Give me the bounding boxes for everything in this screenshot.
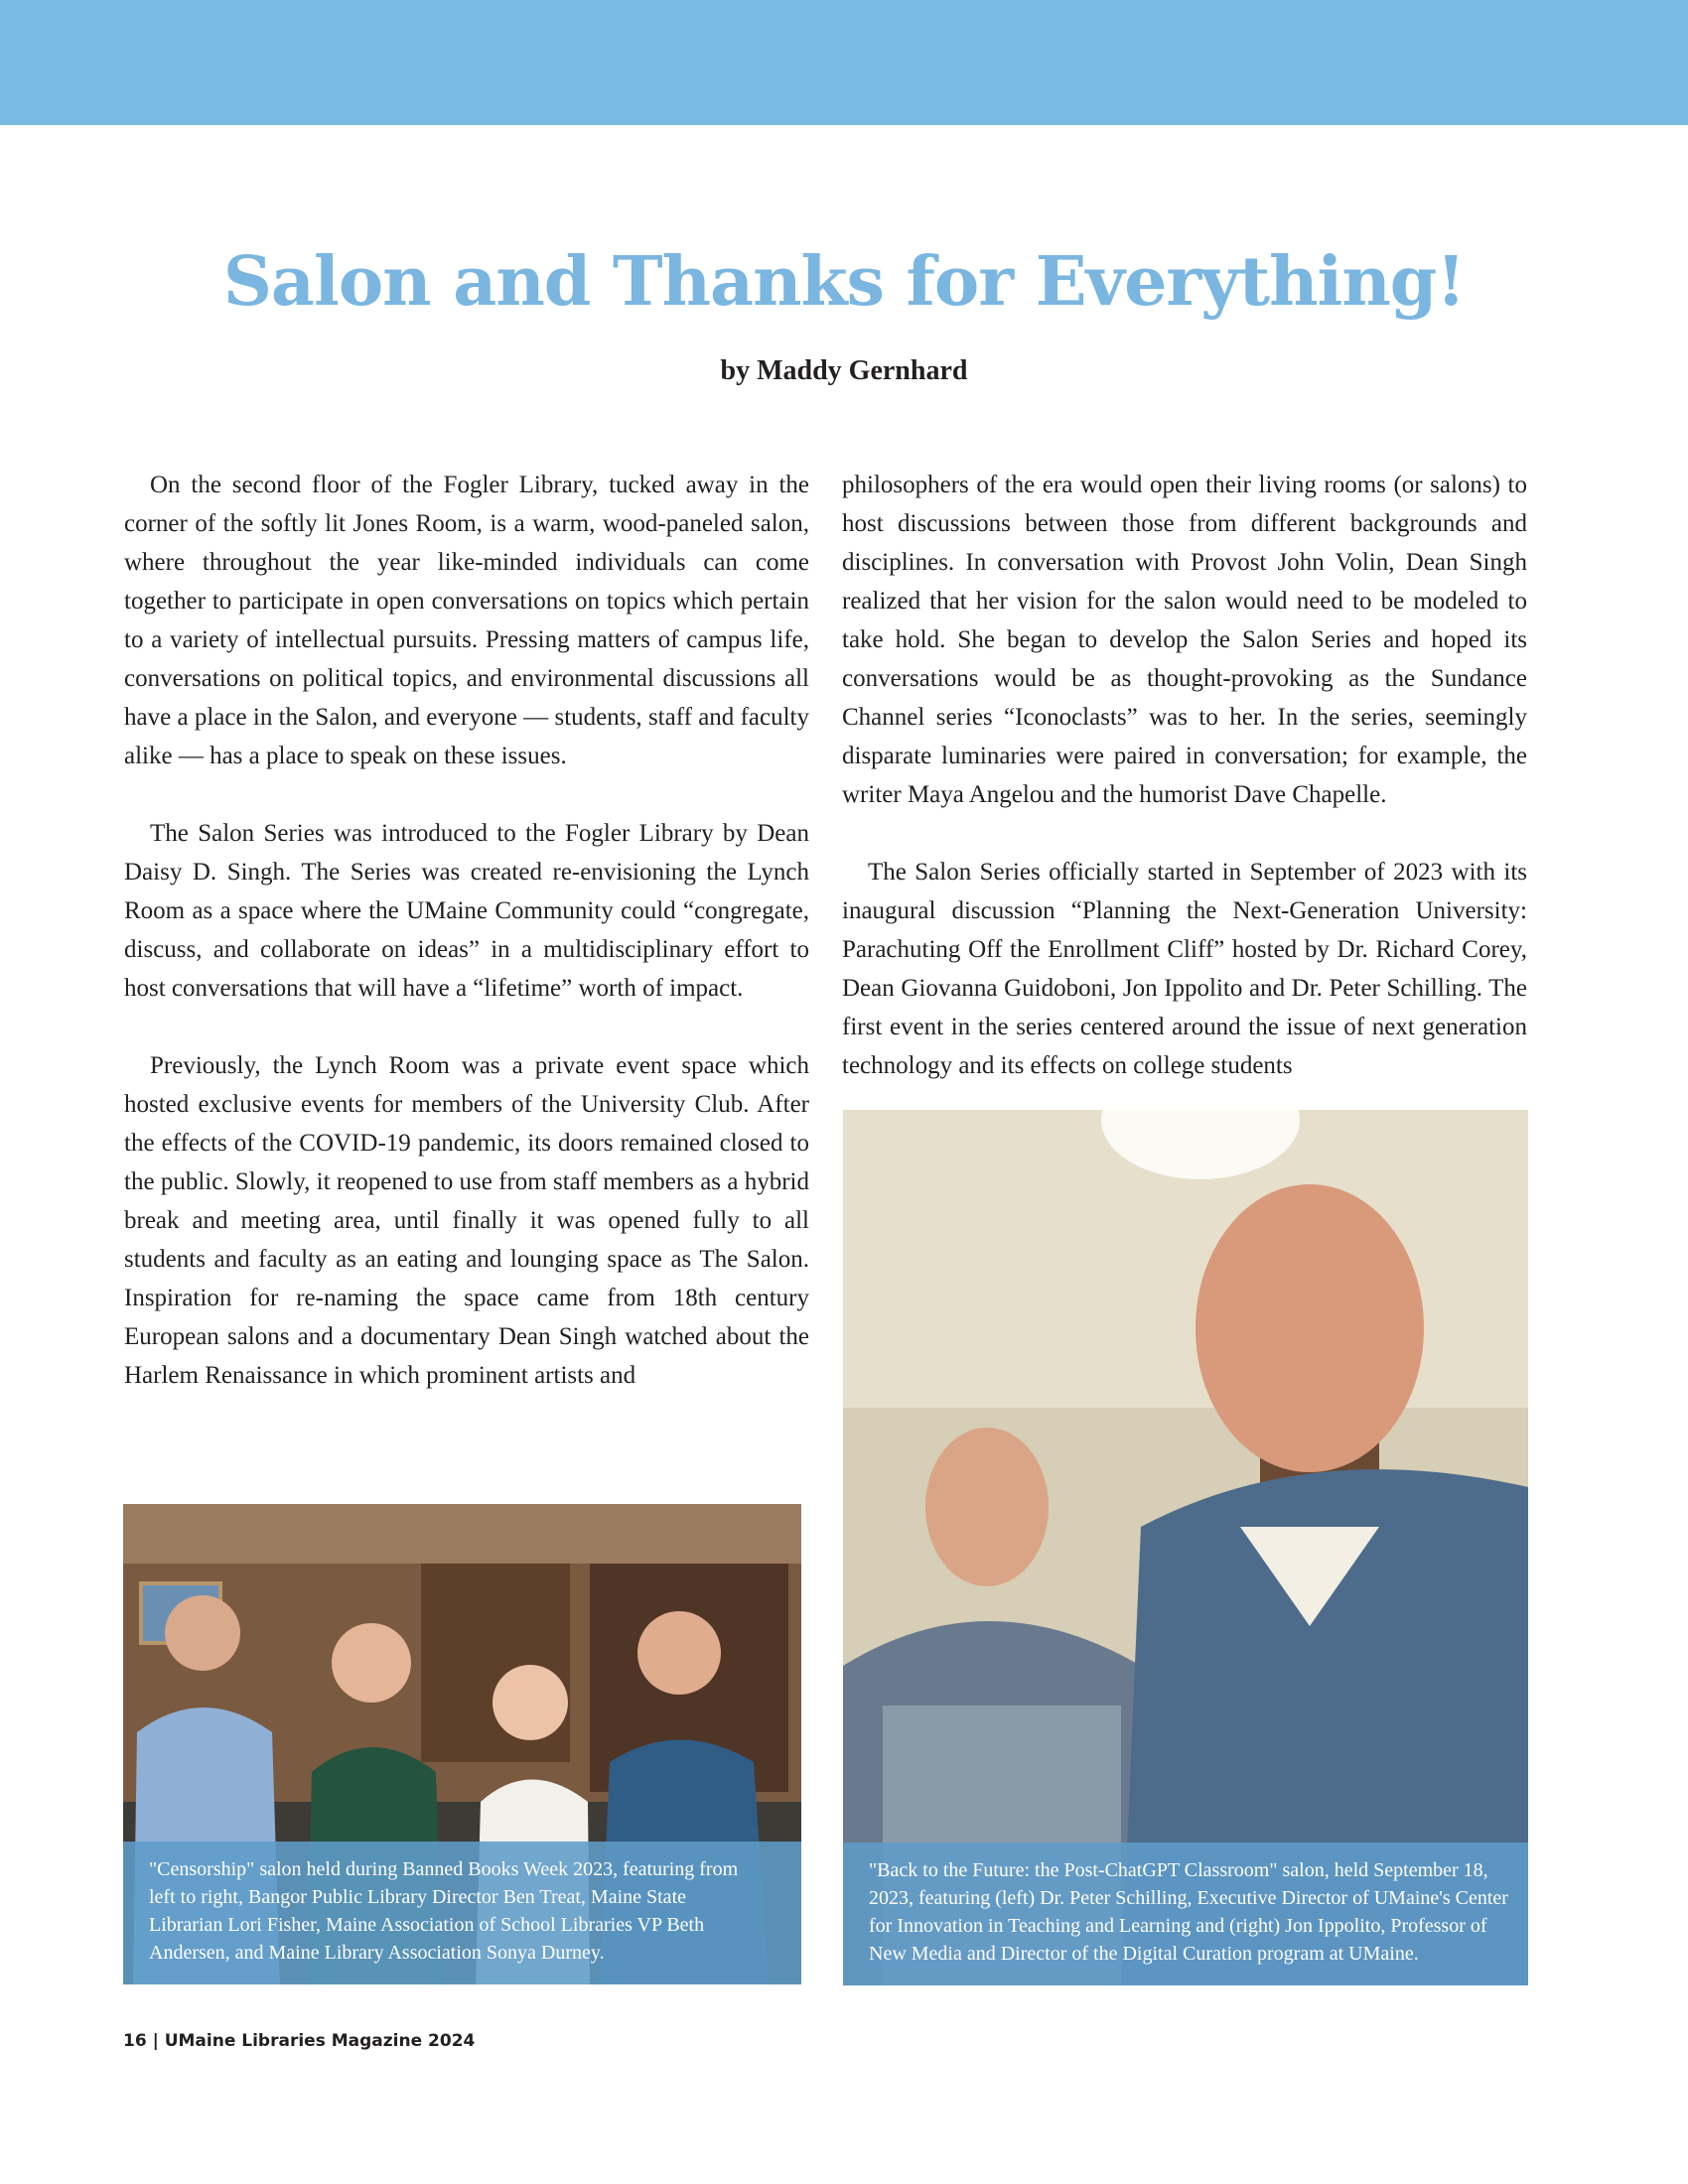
- paragraph-intro: On the second floor of the Fogler Library, tucked away in the corner of the softly lit Jones Room, is a warm, wood-paneled salon, where throughout the year like-minded individuals can come together to participate in open conversations on topics which pertain to a variety of intellectual pursuits. Pressing matters of campus life, conversations on political topics, and environmental discussions all have a place in the Salon, and everyone — students, staff and faculty alike — has a place to speak on these issues.: [124, 472, 809, 769]
- paragraph-first-event: The Salon Series officially started in September of 2023 with its inaugural discussion “Planning the Next-Generation University: Parachuting Off the Enrollment Cliff” hosted by Dr. Richard Corey, Dean Giovanna Guidoboni, Jon Ippolito and Dr. Peter Schilling. The first event in the series centered around the issue of next generation technology and its effects on college students: [842, 859, 1527, 1079]
- paragraph-series-origin: The Salon Series was introduced to the Fogler Library by Dean Daisy D. Singh. The Series was created re-envisioning the Lynch Room as a space where the UMaine Community could “congregate, discuss, and collaborate on ideas” in a multidisciplinary effort to host conversations that will have a “lifetime” worth of impact.: [124, 820, 809, 1002]
- page-footer: 16 | UMaine Libraries Magazine 2024: [123, 2031, 476, 2051]
- top-color-band: [0, 0, 1688, 125]
- photo-caption-right: "Back to the Future: the Post-ChatGPT Classroom" salon, held September 18, 2023, featuring (left) Dr. Peter Schilling, Executive Director of UMaine's Center for Innovation in Teaching and Learning and (right) Jon Ippolito, Professor of New Media and Director of the Digital Curation program at UMaine.: [843, 1843, 1528, 1985]
- paragraph-lynch-room: Previously, the Lynch Room was a private event space which hosted exclusive events for members of the University Club. After the effects of the COVID-19 pandemic, its doors remained closed to the public. Slowly, it reopened to use from staff members as a hybrid break and meeting area, until finally it was opened fully to all students and faculty as an eating and lounging space as The Salon. Inspiration for re-naming the space came from 18th century European salons and a documentary Dean Singh watched about the Harlem Renaissance in which prominent artists and: [124, 1052, 809, 1389]
- left-column: [124, 466, 809, 1395]
- censorship-salon-photo: [123, 1504, 801, 1984]
- photo-caption-left: "Censorship" salon held during Banned Books Week 2023, featuring from left to right, Bangor Public Library Director Ben Treat, Maine State Librarian Lori Fisher, Maine Association of School Libraries VP Beth Andersen, and Maine Library Association Sonya Durney.: [123, 1842, 801, 1984]
- right-column: [842, 466, 1527, 1085]
- paragraph-continued: philosophers of the era would open their living rooms (or salons) to host discussions between those from different backgrounds and disciplines. In conversation with Provost John Volin, Dean Singh realized that her vision for the salon would need to be modeled to take hold. She began to develop the Salon Series and hoped its conversations would be as thought-provoking as the Sundance Channel series “Iconoclasts” was to her. In the series, seemingly disparate luminaries were paired in conversation; for example, the writer Maya Angelou and the humorist Dave Chapelle.: [842, 472, 1527, 808]
- article-byline: by Maddy Gernhard: [720, 355, 968, 386]
- article-title: Salon and Thanks for Everything!: [222, 242, 1466, 322]
- chatgpt-salon-photo: [843, 1110, 1528, 1985]
